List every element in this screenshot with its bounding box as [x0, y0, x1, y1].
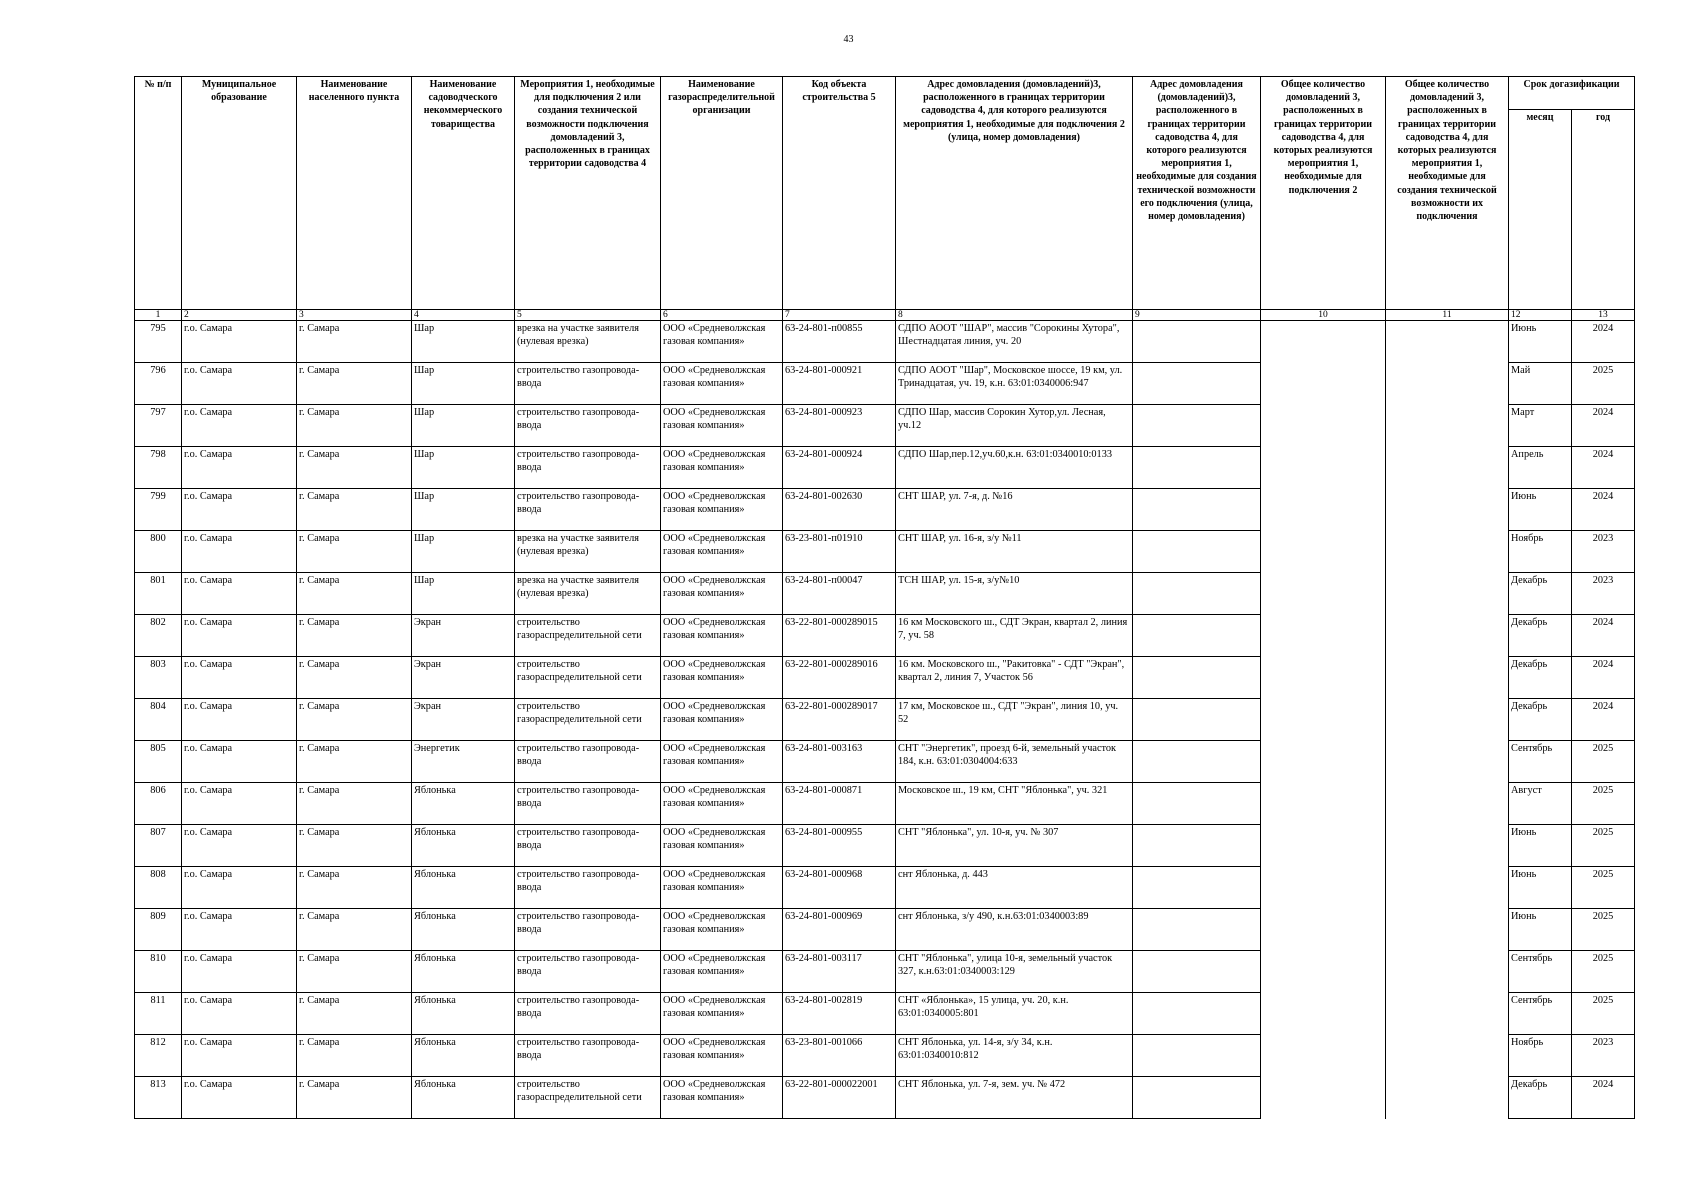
table-row — [135, 741, 1635, 783]
cell-organization: ООО «Средневолжская газовая компания» — [661, 825, 783, 867]
cell-object-code: 63-22-801-000022001 — [783, 1077, 896, 1119]
header-municipality: Муниципальное образование — [182, 77, 297, 310]
cell-number: 811 — [135, 993, 182, 1035]
cell-organization: ООО «Средневолжская газовая компания» — [661, 321, 783, 363]
cell-address-connection: ТСН ШАР, ул. 15-я, з/у№10 — [896, 573, 1133, 615]
table-row — [135, 363, 1635, 405]
cell-address-capability — [1133, 1035, 1261, 1077]
cell-month: Декабрь — [1509, 699, 1572, 741]
cell-object-code: 63-24-801-002819 — [783, 993, 896, 1035]
header-address-capability: Адрес домовладения (домовладений)3, расположенного в границах территории садоводства 4, для которого реализуются мероприятия 1, необходимые для создания технической возможности его подключения (улица, номер домовладения) — [1133, 77, 1261, 310]
cell-total-capability — [1386, 615, 1509, 657]
cell-number: 796 — [135, 363, 182, 405]
table-row — [135, 657, 1635, 699]
cell-object-code: 63-24-801-000924 — [783, 447, 896, 489]
cell-snt: Экран — [412, 699, 515, 741]
column-number: 3 — [297, 310, 412, 321]
cell-year: 2024 — [1572, 1077, 1635, 1119]
column-number: 2 — [182, 310, 297, 321]
cell-total-capability — [1386, 741, 1509, 783]
cell-settlement: г. Самара — [297, 699, 412, 741]
cell-event: строительство газопровода-ввода — [515, 867, 661, 909]
cell-municipality: г.о. Самара — [182, 825, 297, 867]
cell-number: 813 — [135, 1077, 182, 1119]
cell-municipality: г.о. Самара — [182, 951, 297, 993]
cell-organization: ООО «Средневолжская газовая компания» — [661, 1077, 783, 1119]
cell-object-code: 63-24-801-000969 — [783, 909, 896, 951]
cell-total-connection — [1261, 699, 1386, 741]
column-number: 7 — [783, 310, 896, 321]
cell-total-capability — [1386, 1077, 1509, 1119]
cell-address-capability — [1133, 321, 1261, 363]
cell-month: Декабрь — [1509, 573, 1572, 615]
cell-municipality: г.о. Самара — [182, 783, 297, 825]
cell-municipality: г.о. Самара — [182, 489, 297, 531]
cell-number: 797 — [135, 405, 182, 447]
cell-municipality: г.о. Самара — [182, 447, 297, 489]
cell-month: Июнь — [1509, 867, 1572, 909]
table-row — [135, 1077, 1635, 1119]
cell-number: 801 — [135, 573, 182, 615]
cell-municipality: г.о. Самара — [182, 1077, 297, 1119]
column-number: 11 — [1386, 310, 1509, 321]
cell-settlement: г. Самара — [297, 405, 412, 447]
cell-month: Июнь — [1509, 321, 1572, 363]
cell-number: 799 — [135, 489, 182, 531]
column-number: 13 — [1572, 310, 1635, 321]
table-body — [135, 321, 1635, 1119]
cell-settlement: г. Самара — [297, 1077, 412, 1119]
cell-address-connection: 16 км Московского ш., СДТ Экран, квартал 2, линия 7, уч. 58 — [896, 615, 1133, 657]
cell-settlement: г. Самара — [297, 951, 412, 993]
table-row — [135, 699, 1635, 741]
cell-address-connection: СДПО АООТ "ШАР", массив "Сорокины Хутора", Шестнадцатая линия, уч. 20 — [896, 321, 1133, 363]
cell-address-connection: СДПО Шар,пер.12,уч.60,к.н. 63:01:0340010:0133 — [896, 447, 1133, 489]
cell-organization: ООО «Средневолжская газовая компания» — [661, 531, 783, 573]
cell-municipality: г.о. Самара — [182, 321, 297, 363]
cell-object-code: 63-24-801-000955 — [783, 825, 896, 867]
cell-total-capability — [1386, 363, 1509, 405]
cell-month: Июнь — [1509, 909, 1572, 951]
cell-organization: ООО «Средневолжская газовая компания» — [661, 993, 783, 1035]
cell-total-connection — [1261, 1035, 1386, 1077]
cell-object-code: 63-22-801-000289016 — [783, 657, 896, 699]
cell-organization: ООО «Средневолжская газовая компания» — [661, 447, 783, 489]
cell-object-code: 63-22-801-000289015 — [783, 615, 896, 657]
cell-total-connection — [1261, 741, 1386, 783]
cell-municipality: г.о. Самара — [182, 909, 297, 951]
cell-address-connection: СНТ «Яблонька», 15 улица, уч. 20, к.н. 63:01:0340005:801 — [896, 993, 1133, 1035]
cell-total-capability — [1386, 783, 1509, 825]
cell-settlement: г. Самара — [297, 573, 412, 615]
cell-snt: Шар — [412, 447, 515, 489]
cell-organization: ООО «Средневолжская газовая компания» — [661, 867, 783, 909]
table-row — [135, 993, 1635, 1035]
cell-event: строительство газопровода-ввода — [515, 951, 661, 993]
cell-total-connection — [1261, 783, 1386, 825]
cell-organization: ООО «Средневолжская газовая компания» — [661, 951, 783, 993]
cell-snt: Экран — [412, 615, 515, 657]
header-number: № п/п — [135, 77, 182, 310]
cell-year: 2024 — [1572, 405, 1635, 447]
cell-total-connection — [1261, 825, 1386, 867]
cell-year: 2024 — [1572, 447, 1635, 489]
cell-object-code: 63-24-801-002630 — [783, 489, 896, 531]
cell-total-capability — [1386, 867, 1509, 909]
cell-month: Декабрь — [1509, 615, 1572, 657]
cell-settlement: г. Самара — [297, 1035, 412, 1077]
cell-address-capability — [1133, 531, 1261, 573]
cell-address-connection: СНТ ШАР, ул. 16-я, з/у №11 — [896, 531, 1133, 573]
cell-organization: ООО «Средневолжская газовая компания» — [661, 573, 783, 615]
cell-month: Сентябрь — [1509, 993, 1572, 1035]
cell-municipality: г.о. Самара — [182, 867, 297, 909]
header-month: месяц — [1509, 110, 1572, 310]
cell-number: 805 — [135, 741, 182, 783]
cell-year: 2023 — [1572, 1035, 1635, 1077]
cell-number: 804 — [135, 699, 182, 741]
cell-snt: Шар — [412, 573, 515, 615]
cell-month: Ноябрь — [1509, 531, 1572, 573]
cell-total-capability — [1386, 993, 1509, 1035]
cell-number: 795 — [135, 321, 182, 363]
cell-month: Июнь — [1509, 489, 1572, 531]
gasification-table — [134, 76, 1635, 1119]
cell-total-capability — [1386, 909, 1509, 951]
column-number: 1 — [135, 310, 182, 321]
table-row — [135, 1035, 1635, 1077]
cell-object-code: 63-22-801-000289017 — [783, 699, 896, 741]
cell-settlement: г. Самара — [297, 783, 412, 825]
cell-address-capability — [1133, 447, 1261, 489]
cell-address-capability — [1133, 699, 1261, 741]
cell-municipality: г.о. Самара — [182, 363, 297, 405]
cell-total-capability — [1386, 447, 1509, 489]
header-events: Мероприятия 1, необходимые для подключения 2 или создания технической возможности подключения домовладений 3, расположенных в границах территории садоводства 4 — [515, 77, 661, 310]
cell-total-connection — [1261, 573, 1386, 615]
cell-event: строительство газопровода-ввода — [515, 783, 661, 825]
cell-total-connection — [1261, 867, 1386, 909]
cell-settlement: г. Самара — [297, 321, 412, 363]
cell-municipality: г.о. Самара — [182, 741, 297, 783]
table-row — [135, 573, 1635, 615]
cell-snt: Яблонька — [412, 909, 515, 951]
cell-year: 2025 — [1572, 909, 1635, 951]
cell-total-connection — [1261, 405, 1386, 447]
cell-settlement: г. Самара — [297, 531, 412, 573]
cell-organization: ООО «Средневолжская газовая компания» — [661, 783, 783, 825]
cell-address-capability — [1133, 657, 1261, 699]
table-row — [135, 615, 1635, 657]
cell-address-connection: снт Яблонька, д. 443 — [896, 867, 1133, 909]
column-number: 4 — [412, 310, 515, 321]
header-year: год — [1572, 110, 1635, 310]
cell-total-capability — [1386, 657, 1509, 699]
cell-year: 2024 — [1572, 615, 1635, 657]
table-row — [135, 405, 1635, 447]
cell-total-capability — [1386, 573, 1509, 615]
cell-address-capability — [1133, 405, 1261, 447]
column-number: 12 — [1509, 310, 1572, 321]
cell-number: 812 — [135, 1035, 182, 1077]
cell-snt: Энергетик — [412, 741, 515, 783]
cell-month: Декабрь — [1509, 1077, 1572, 1119]
cell-event: строительство газопровода-ввода — [515, 1035, 661, 1077]
cell-municipality: г.о. Самара — [182, 405, 297, 447]
cell-month: Декабрь — [1509, 657, 1572, 699]
cell-municipality: г.о. Самара — [182, 993, 297, 1035]
cell-number: 807 — [135, 825, 182, 867]
cell-total-connection — [1261, 1077, 1386, 1119]
cell-total-capability — [1386, 489, 1509, 531]
cell-snt: Шар — [412, 405, 515, 447]
cell-object-code: 63-23-801-001066 — [783, 1035, 896, 1077]
cell-total-connection — [1261, 615, 1386, 657]
cell-settlement: г. Самара — [297, 363, 412, 405]
cell-municipality: г.о. Самара — [182, 531, 297, 573]
header-object-code: Код объекта строительства 5 — [783, 77, 896, 310]
cell-snt: Яблонька — [412, 1077, 515, 1119]
cell-event: строительство газораспределительной сети — [515, 1077, 661, 1119]
cell-month: Ноябрь — [1509, 1035, 1572, 1077]
cell-settlement: г. Самара — [297, 867, 412, 909]
cell-object-code: 63-24-801-п00047 — [783, 573, 896, 615]
table-row — [135, 531, 1635, 573]
cell-number: 810 — [135, 951, 182, 993]
cell-address-capability — [1133, 993, 1261, 1035]
cell-address-capability — [1133, 573, 1261, 615]
cell-total-connection — [1261, 909, 1386, 951]
cell-year: 2025 — [1572, 993, 1635, 1035]
cell-number: 806 — [135, 783, 182, 825]
cell-total-connection — [1261, 657, 1386, 699]
cell-snt: Шар — [412, 321, 515, 363]
cell-address-connection: СНТ Яблонька, ул. 14-я, з/у 34, к.н. 63:01:0340010:812 — [896, 1035, 1133, 1077]
page-number: 43 — [843, 34, 854, 45]
cell-municipality: г.о. Самара — [182, 657, 297, 699]
cell-settlement: г. Самара — [297, 489, 412, 531]
cell-snt: Яблонька — [412, 825, 515, 867]
cell-snt: Яблонька — [412, 993, 515, 1035]
cell-snt: Шар — [412, 363, 515, 405]
cell-total-connection — [1261, 447, 1386, 489]
cell-organization: ООО «Средневолжская газовая компания» — [661, 699, 783, 741]
cell-event: строительство газопровода-ввода — [515, 489, 661, 531]
cell-number: 802 — [135, 615, 182, 657]
table-row — [135, 909, 1635, 951]
column-number: 6 — [661, 310, 783, 321]
cell-event: врезка на участке заявителя (нулевая врезка) — [515, 531, 661, 573]
cell-total-capability — [1386, 531, 1509, 573]
cell-event: строительство газопровода-ввода — [515, 741, 661, 783]
table-row — [135, 447, 1635, 489]
cell-address-capability — [1133, 741, 1261, 783]
cell-municipality: г.о. Самара — [182, 573, 297, 615]
cell-address-capability — [1133, 1077, 1261, 1119]
cell-number: 800 — [135, 531, 182, 573]
cell-year: 2025 — [1572, 867, 1635, 909]
cell-object-code: 63-24-801-003117 — [783, 951, 896, 993]
cell-address-connection: Московское ш., 19 км, СНТ "Яблонька", уч. 321 — [896, 783, 1133, 825]
cell-year: 2025 — [1572, 951, 1635, 993]
cell-number: 798 — [135, 447, 182, 489]
cell-year: 2024 — [1572, 657, 1635, 699]
header-organization: Наименование газораспределительной организации — [661, 77, 783, 310]
header-settlement: Наименование населенного пункта — [297, 77, 412, 310]
column-number: 9 — [1133, 310, 1261, 321]
header-snt: Наименование садоводческого некоммерческого товарищества — [412, 77, 515, 310]
cell-year: 2024 — [1572, 321, 1635, 363]
cell-snt: Шар — [412, 531, 515, 573]
cell-event: строительство газопровода-ввода — [515, 909, 661, 951]
cell-settlement: г. Самара — [297, 993, 412, 1035]
cell-settlement: г. Самара — [297, 741, 412, 783]
column-number: 10 — [1261, 310, 1386, 321]
cell-event: строительство газораспределительной сети — [515, 615, 661, 657]
cell-month: Август — [1509, 783, 1572, 825]
cell-month: Май — [1509, 363, 1572, 405]
cell-number: 809 — [135, 909, 182, 951]
cell-total-connection — [1261, 489, 1386, 531]
cell-event: строительство газопровода-ввода — [515, 825, 661, 867]
cell-object-code: 63-24-801-п00855 — [783, 321, 896, 363]
cell-address-connection: СДПО Шар, массив Сорокин Хутор,ул. Лесная, уч.12 — [896, 405, 1133, 447]
cell-event: строительство газопровода-ввода — [515, 363, 661, 405]
cell-event: строительство газопровода-ввода — [515, 993, 661, 1035]
cell-address-connection: 17 км, Московское ш., СДТ "Экран", линия 10, уч. 52 — [896, 699, 1133, 741]
cell-organization: ООО «Средневолжская газовая компания» — [661, 615, 783, 657]
cell-address-connection: СНТ "Яблонька", ул. 10-я, уч. № 307 — [896, 825, 1133, 867]
cell-total-capability — [1386, 321, 1509, 363]
cell-settlement: г. Самара — [297, 909, 412, 951]
table-row — [135, 867, 1635, 909]
cell-address-capability — [1133, 489, 1261, 531]
cell-object-code: 63-23-801-п01910 — [783, 531, 896, 573]
column-number: 8 — [896, 310, 1133, 321]
cell-municipality: г.о. Самара — [182, 615, 297, 657]
cell-event: врезка на участке заявителя (нулевая врезка) — [515, 321, 661, 363]
cell-address-capability — [1133, 615, 1261, 657]
cell-snt: Яблонька — [412, 1035, 515, 1077]
header-total-capability: Общее количество домовладений 3, расположенных в границах территории садоводства 4, для которых реализуются мероприятия 1, необходимые для создания технической возможности их подключения — [1386, 77, 1509, 310]
table-row — [135, 489, 1635, 531]
cell-number: 803 — [135, 657, 182, 699]
cell-total-connection — [1261, 951, 1386, 993]
cell-organization: ООО «Средневолжская газовая компания» — [661, 657, 783, 699]
cell-address-capability — [1133, 867, 1261, 909]
cell-municipality: г.о. Самара — [182, 699, 297, 741]
table-row — [135, 825, 1635, 867]
cell-address-capability — [1133, 783, 1261, 825]
header-address-connection: Адрес домовладения (домовладений)3, расположенного в границах территории садоводства 4, для которого реализуются мероприятия 1, необходимые для подключения 2 (улица, номер домовладения) — [896, 77, 1133, 310]
cell-total-connection — [1261, 321, 1386, 363]
cell-event: врезка на участке заявителя (нулевая врезка) — [515, 573, 661, 615]
cell-total-connection — [1261, 993, 1386, 1035]
cell-year: 2024 — [1572, 489, 1635, 531]
cell-month: Апрель — [1509, 447, 1572, 489]
cell-event: строительство газопровода-ввода — [515, 447, 661, 489]
cell-object-code: 63-24-801-000923 — [783, 405, 896, 447]
cell-month: Сентябрь — [1509, 741, 1572, 783]
cell-event: строительство газораспределительной сети — [515, 699, 661, 741]
header-total-connection: Общее количество домовладений 3, расположенных в границах территории садоводства 4, для которых реализуются мероприятия 1, необходимые для подключения 2 — [1261, 77, 1386, 310]
cell-month: Сентябрь — [1509, 951, 1572, 993]
cell-total-capability — [1386, 825, 1509, 867]
cell-year: 2025 — [1572, 363, 1635, 405]
cell-address-connection: СДПО АООТ "Шар", Московское шоссе, 19 км, ул. Тринадцатая, уч. 19, к.н. 63:01:0340006:947 — [896, 363, 1133, 405]
cell-address-connection: СНТ Яблонька, ул. 7-я, зем. уч. № 472 — [896, 1077, 1133, 1119]
cell-settlement: г. Самара — [297, 825, 412, 867]
cell-total-capability — [1386, 951, 1509, 993]
table-row — [135, 951, 1635, 993]
cell-address-capability — [1133, 363, 1261, 405]
cell-organization: ООО «Средневолжская газовая компания» — [661, 489, 783, 531]
cell-total-connection — [1261, 531, 1386, 573]
cell-number: 808 — [135, 867, 182, 909]
cell-settlement: г. Самара — [297, 447, 412, 489]
cell-year: 2025 — [1572, 741, 1635, 783]
cell-address-capability — [1133, 951, 1261, 993]
cell-total-capability — [1386, 1035, 1509, 1077]
table-row — [135, 321, 1635, 363]
cell-month: Июнь — [1509, 825, 1572, 867]
cell-address-connection: СНТ "Яблонька", улица 10-я, земельный участок 327, к.н.63:01:0340003:129 — [896, 951, 1133, 993]
header-gasification-term: Срок догазификации — [1509, 77, 1635, 110]
cell-address-connection: 16 км. Московского ш., "Ракитовка" - СДТ "Экран", квартал 2, линия 7, Участок 56 — [896, 657, 1133, 699]
cell-year: 2025 — [1572, 825, 1635, 867]
table-row — [135, 783, 1635, 825]
cell-year: 2023 — [1572, 573, 1635, 615]
cell-object-code: 63-24-801-000968 — [783, 867, 896, 909]
cell-organization: ООО «Средневолжская газовая компания» — [661, 1035, 783, 1077]
cell-event: строительство газораспределительной сети — [515, 657, 661, 699]
cell-year: 2024 — [1572, 699, 1635, 741]
cell-settlement: г. Самара — [297, 615, 412, 657]
cell-organization: ООО «Средневолжская газовая компания» — [661, 363, 783, 405]
cell-total-capability — [1386, 699, 1509, 741]
cell-snt: Яблонька — [412, 867, 515, 909]
cell-organization: ООО «Средневолжская газовая компания» — [661, 405, 783, 447]
cell-address-capability — [1133, 909, 1261, 951]
cell-object-code: 63-24-801-000871 — [783, 783, 896, 825]
cell-organization: ООО «Средневолжская газовая компания» — [661, 741, 783, 783]
cell-municipality: г.о. Самара — [182, 1035, 297, 1077]
cell-event: строительство газопровода-ввода — [515, 405, 661, 447]
cell-address-connection: СНТ "Энергетик", проезд 6-й, земельный участок 184, к.н. 63:01:0304004:633 — [896, 741, 1133, 783]
cell-year: 2023 — [1572, 531, 1635, 573]
cell-address-connection: снт Яблонька, з/у 490, к.н.63:01:0340003:89 — [896, 909, 1133, 951]
column-number: 5 — [515, 310, 661, 321]
cell-snt: Яблонька — [412, 783, 515, 825]
column-numbers-row — [135, 310, 1635, 321]
cell-total-capability — [1386, 405, 1509, 447]
cell-snt: Шар — [412, 489, 515, 531]
cell-total-connection — [1261, 363, 1386, 405]
cell-address-connection: СНТ ШАР, ул. 7-я, д. №16 — [896, 489, 1133, 531]
cell-snt: Яблонька — [412, 951, 515, 993]
cell-month: Март — [1509, 405, 1572, 447]
cell-year: 2025 — [1572, 783, 1635, 825]
cell-object-code: 63-24-801-003163 — [783, 741, 896, 783]
cell-organization: ООО «Средневолжская газовая компания» — [661, 909, 783, 951]
cell-object-code: 63-24-801-000921 — [783, 363, 896, 405]
cell-settlement: г. Самара — [297, 657, 412, 699]
cell-address-capability — [1133, 825, 1261, 867]
cell-snt: Экран — [412, 657, 515, 699]
